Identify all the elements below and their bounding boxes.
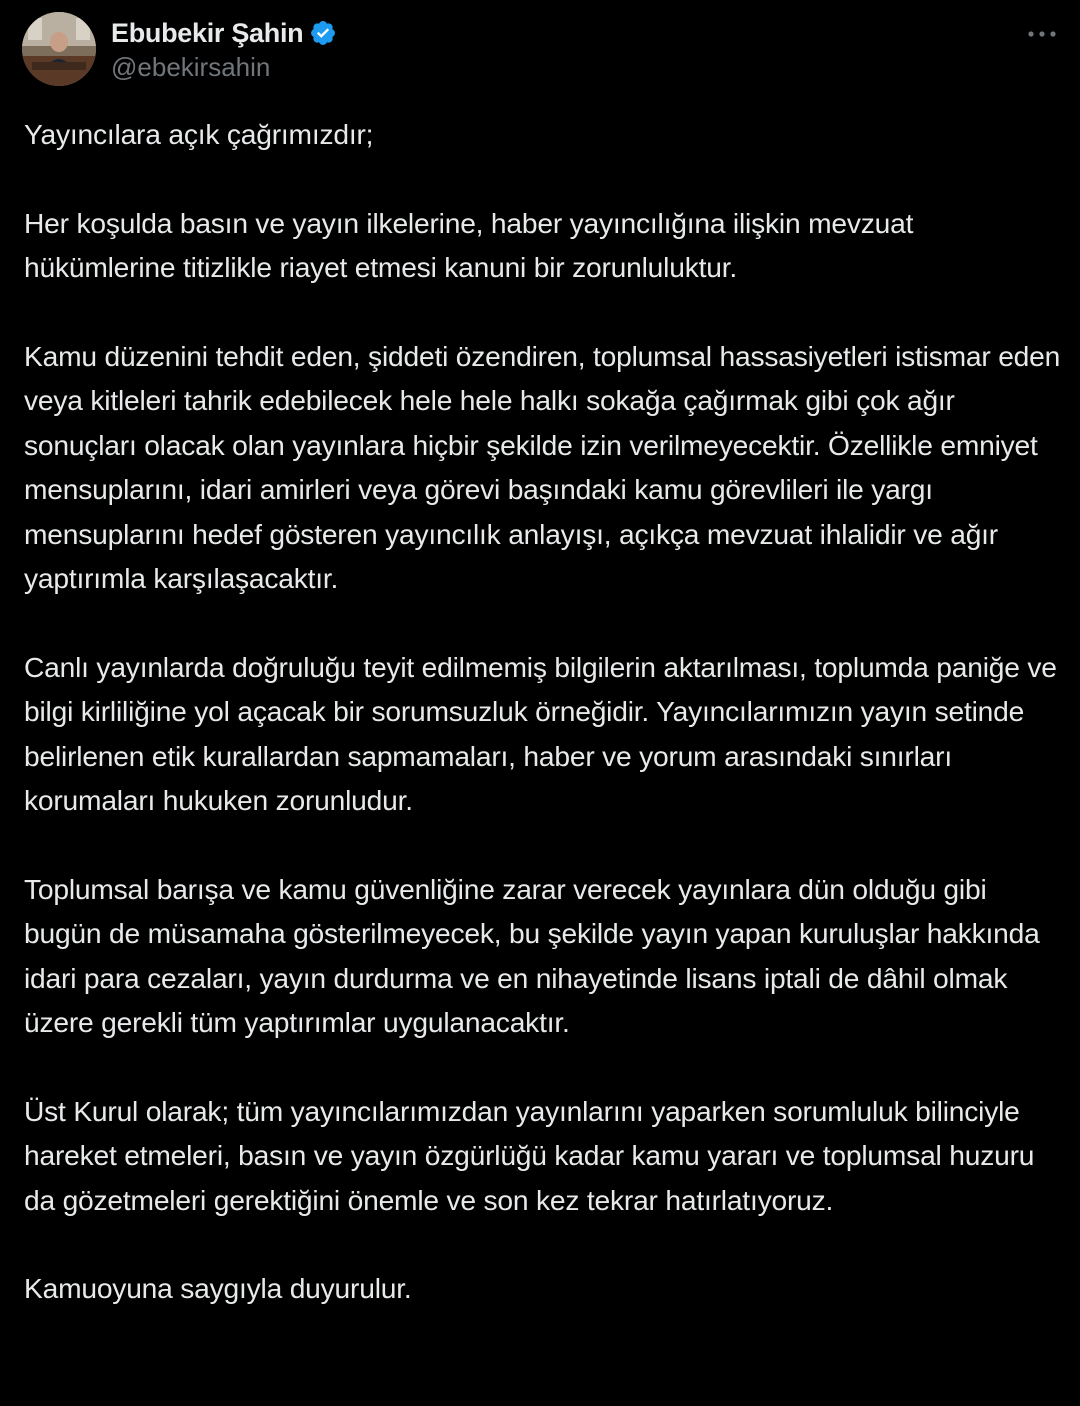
- author-display-name[interactable]: Ebubekir Şahin: [111, 17, 304, 48]
- tweet-paragraph: Toplumsal barışa ve kamu güvenliğine zarar verecek yayınlara dün olduğu gibi bugün de müsamaha gösterilmeyecek, bu şekilde yayın yapan kuruluşlar hakkında idari para cezaları, yayın durdurma ve en nihayetinde lisans iptali de dâhil olmak üzere gerekli tüm yaptırımlar uygulanacaktır.: [24, 872, 1040, 1039]
- name-row: [111, 16, 337, 50]
- tweet-paragraph: Canlı yayınlarda doğruluğu teyit edilmemiş bilgilerin aktarılması, toplumda paniğe ve bilgi kirliliğine yol açacak bir sorumsuzluk örneğidir. Yayıncılarımızın yayın setinde belirlenen etik kurallardan sapmamaları, haber ve yorum arasındaki sınırları korumaları hukuken zorunludur.: [24, 650, 1057, 817]
- more-options-icon[interactable]: [1022, 22, 1062, 46]
- tweet-paragraph: Kamuoyuna saygıyla duyurulur.: [24, 1272, 412, 1305]
- tweet-paragraph: Üst Kurul olarak; tüm yayıncılarımızdan yayınlarını yaparken sorumluluk bilinciyle hareket etmeleri, basın ve yayın özgürlüğü kadar kamu yararı ve toplumsal huzuru da gözetmeleri gerektiğini önemle ve son kez tekrar hatırlatıyoruz.: [24, 1094, 1035, 1216]
- tweet-paragraph: Yayıncılara açık çağrımızdır;: [24, 118, 374, 150]
- verified-badge-icon[interactable]: [309, 19, 337, 47]
- author-handle[interactable]: @ebekirsahin: [111, 52, 271, 82]
- tweet-header: [22, 12, 1062, 92]
- tweet-paragraph: Kamu düzenini tehdit eden, şiddeti özendiren, toplumsal hassasiyetleri istismar eden veya kitleleri tahrik edebilecek hele hele halkı sokağa çağırmak gibi çok ağır sonuçları olacak olan yayınlara hiçbir şekilde izin verilmeyecektir. Özellikle emniyet mensuplarını, idari amirleri veya görevi başındaki kamu görevlileri ile yargı mensuplarını hedef gösteren yayıncılık anlayışı, açıkça mevzuat ihlalidir ve ağır yaptırımla karşılaşacaktır.: [24, 340, 1061, 595]
- tweet-paragraph: Her koşulda basın ve yayın ilkelerine, haber yayıncılığına ilişkin mevzuat hükümlerine titizlikle riayet etmesi kanuni bir zorunluluktur.: [24, 206, 914, 284]
- author-block: [111, 16, 337, 83]
- avatar-photo-icon: [22, 12, 96, 86]
- avatar[interactable]: [22, 12, 96, 86]
- tweet-text: [24, 112, 1070, 1311]
